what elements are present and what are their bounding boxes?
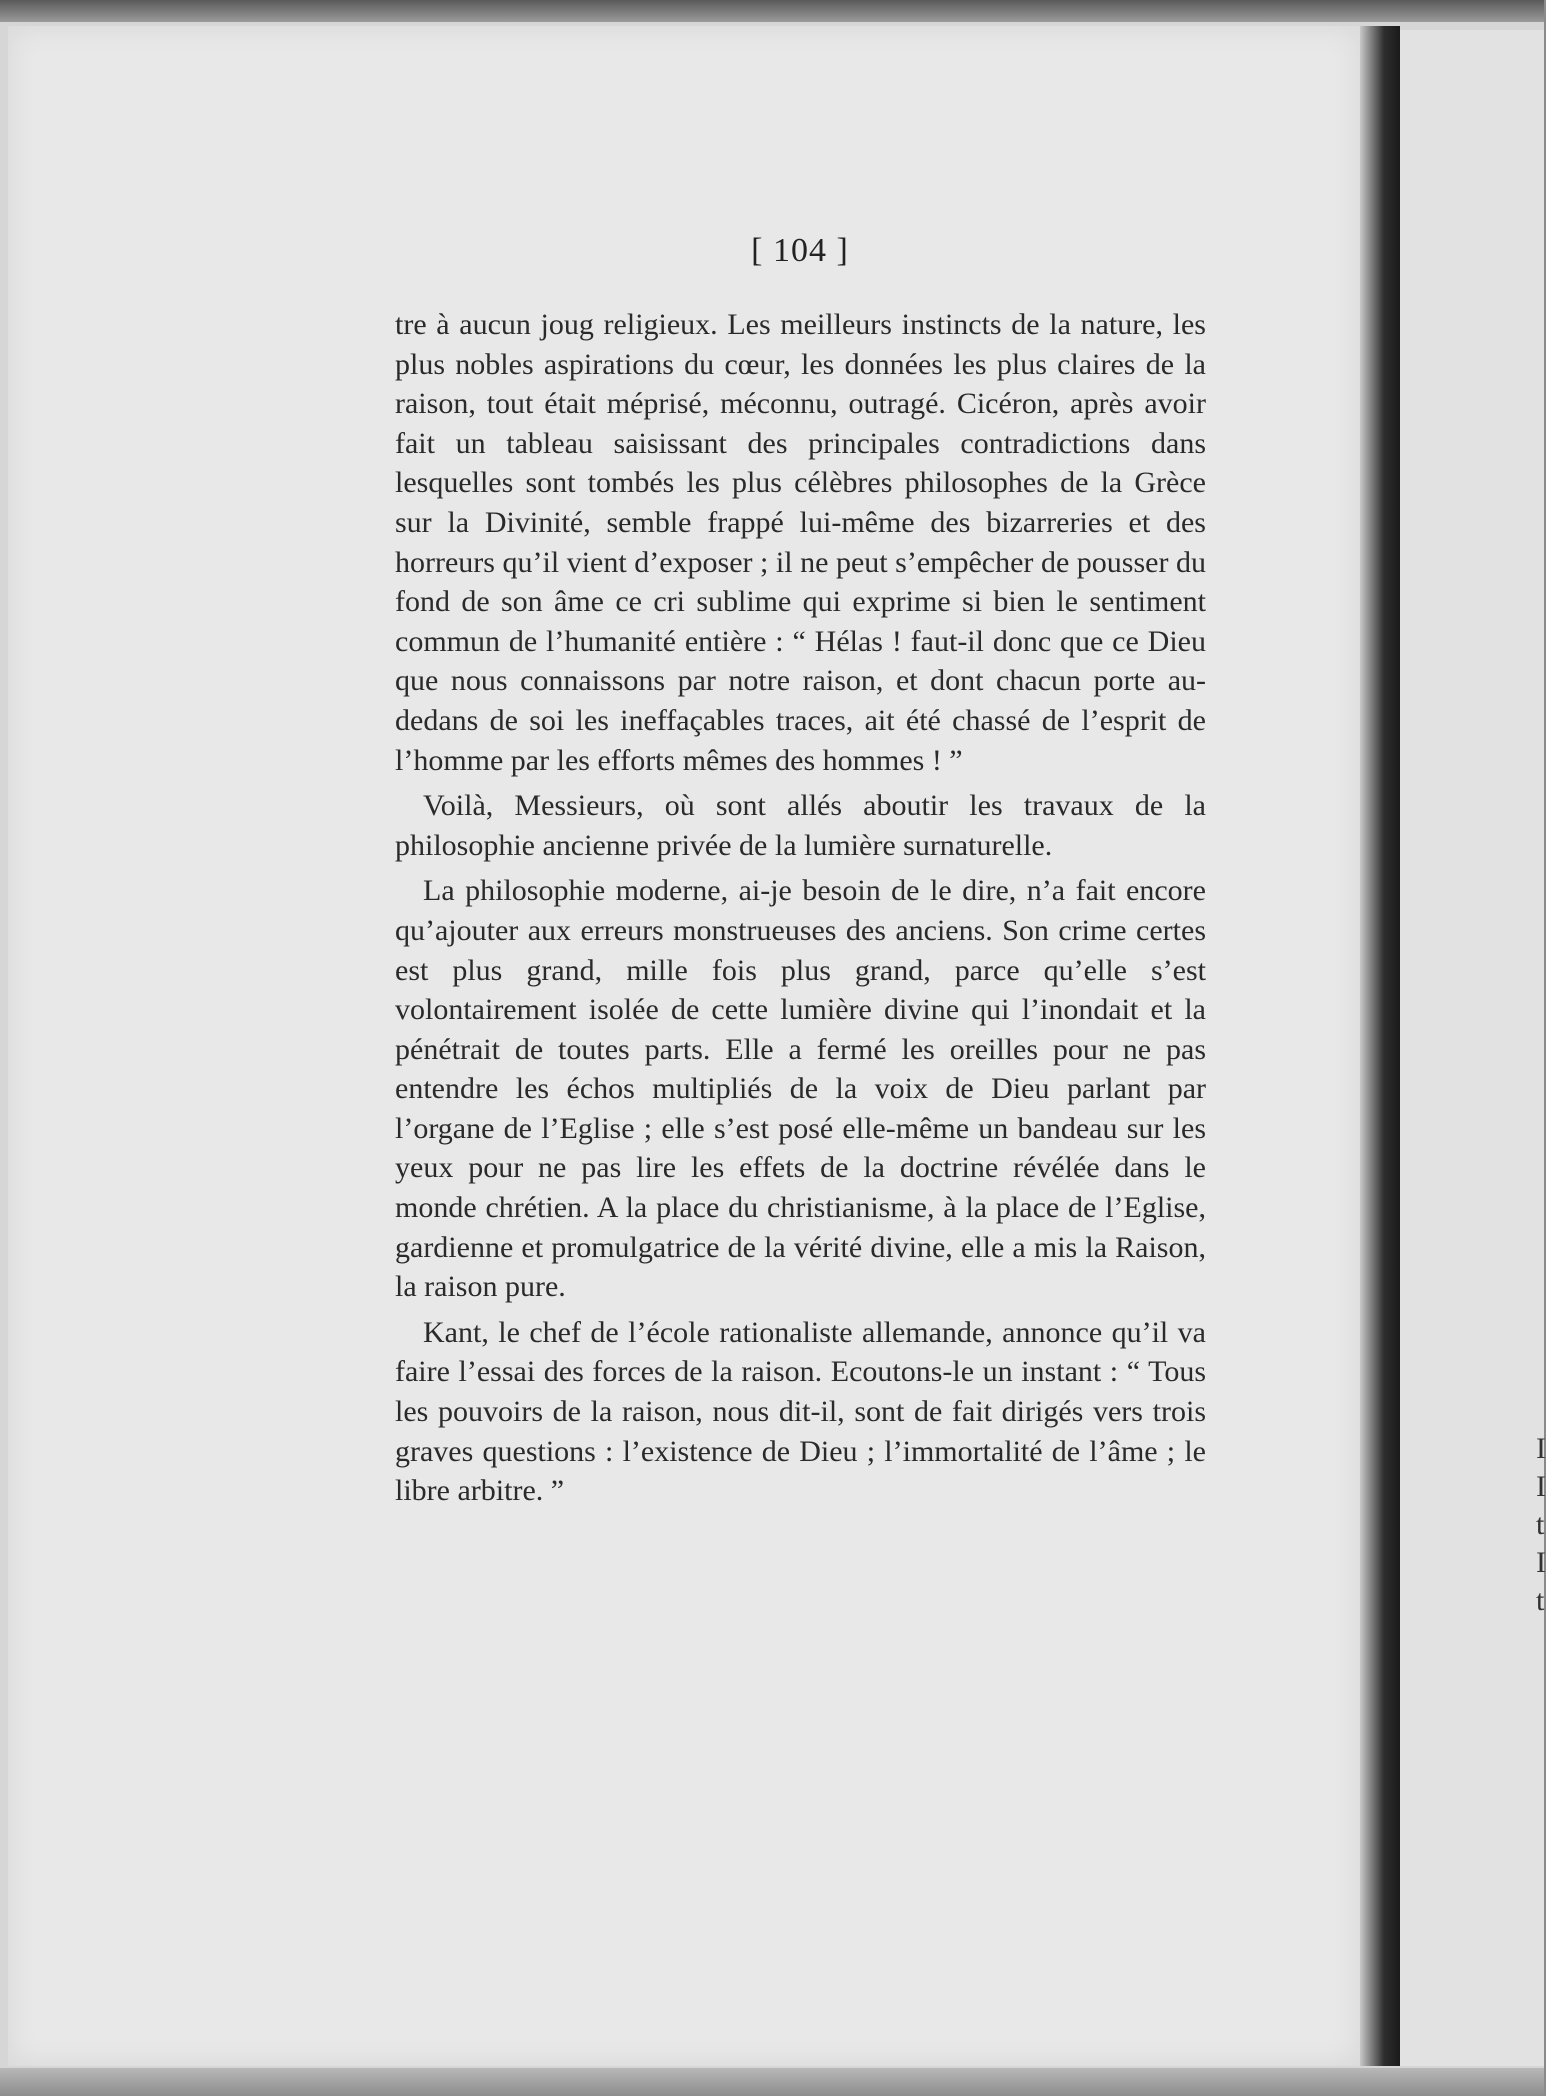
page-number-header: [ 104 ] (751, 232, 849, 269)
paragraph: Voilà, Messieurs, où sont allés aboutir les travaux de la philosophie ancienne privée de la lumière surnaturelle. (395, 789, 1206, 862)
scan-bottom-edge (0, 2068, 1544, 2096)
edge-letter: t (1536, 1584, 1545, 1617)
paragraph: La philosophie moderne, ai-je besoin de le dire, n’a fait encore qu’ajouter aux erreurs monstrueuses des anciens. Son crime certes est plus grand, mille fois plus grand, parce qu’elle s’est volontairement isolée de cette lumière divine qui l’inondait et la pénétrait de toutes parts. Elle a fermé les oreilles pour ne pas entendre les échos multipliés de la voix de Dieu parlant par l’organe de l’Eglise ; elle s’est posé elle-même un bandeau sur les yeux pour ne pas lire les effets de la doctrine révélée dans le monde chrétien. A la place du christianisme, à la place de l’Eglise, gardienne et promulgatrice de la vérité divine, elle a mis la Raison, la raison pure. (395, 874, 1206, 1304)
paragraph: tre à aucun joug religieux. Les meilleurs instincts de la nature, les plus nobles aspirations du cœur, les données les plus claires de la raison, tout était méprisé, méconnu, outragé. Cicéron, après avoir fait un tableau saisissant des principales contradictions dans lesquelles sont tombés les plus célèbres philosophes de la Grèce sur la Divinité, semble frappé lui-même des bizarreries et des horreurs qu’il vient d’exposer ; il ne peut s’empêcher de pousser du fond de son âme ce cri sublime qui exprime si bien le sentiment commun de l’humanité entière : “ Hélas ! faut-il donc que ce Dieu que nous connaissons par notre raison, et dont chacun porte au-dedans de soi les ineffaçables traces, ait été chassé de l’esprit de l’homme par les efforts mêmes des hommes ! ” (395, 308, 1206, 777)
edge-letter: I (1536, 1546, 1546, 1579)
edge-letter: t (1536, 1508, 1545, 1541)
edge-letter: I (1536, 1470, 1546, 1503)
edge-letter: I (1536, 1432, 1546, 1465)
next-page-edge (1400, 30, 1544, 2066)
next-page-edge-letters (1536, 1430, 1544, 1620)
book-gutter (1360, 26, 1400, 2066)
scan-top-edge (0, 0, 1544, 22)
page-body (395, 305, 1206, 1511)
paragraph: Kant, le chef de l’école rationaliste allemande, annonce qu’il va faire l’essai des forces de la raison. Ecoutons-le un instant : “ Tous les pouvoirs de la raison, nous dit-il, sont de fait dirigés vers trois graves questions : l’existence de Dieu ; l’immortalité de l’âme ; le libre arbitre. ” (395, 1315, 1206, 1508)
